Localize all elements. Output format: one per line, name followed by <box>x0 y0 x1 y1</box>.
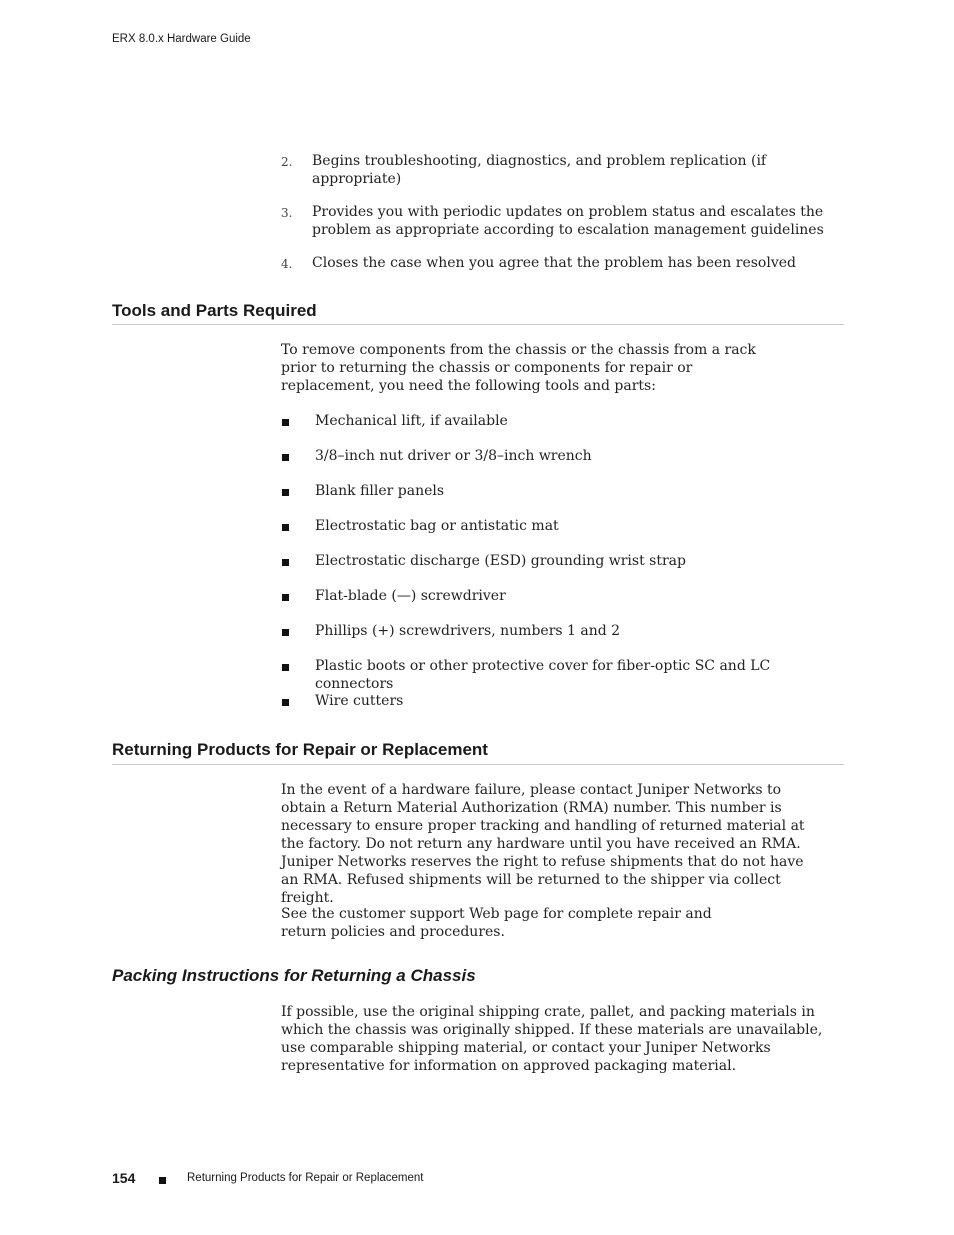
list-item <box>281 692 841 727</box>
bullet-icon <box>282 629 289 636</box>
list-text: Plastic boots or other protective cover for fiber-optic SC and LC connectors <box>315 658 771 692</box>
list-item <box>281 587 841 622</box>
list-item <box>281 152 841 188</box>
list-number: 3. <box>281 206 293 220</box>
list-item <box>281 552 841 587</box>
section-heading-tools: Tools and Parts Required <box>112 301 317 320</box>
list-text: Closes the case when you agree that the problem has been resolved <box>312 255 796 271</box>
tools-list <box>281 412 841 727</box>
list-text: Flat-blade (—) screwdriver <box>315 588 506 604</box>
subsection-heading-packing: Packing Instructions for Returning a Chassis <box>112 966 476 985</box>
list-text: Electrostatic bag or antistatic mat <box>315 518 559 534</box>
bullet-icon <box>282 454 289 461</box>
bullet-icon <box>159 1177 166 1184</box>
section-divider <box>112 324 844 325</box>
list-text: Provides you with periodic updates on problem status and escalates the problem as appropriate according to escalation management guidelines <box>312 204 824 238</box>
list-text: Electrostatic discharge (ESD) grounding wrist strap <box>315 553 686 569</box>
list-item <box>281 517 841 552</box>
page-number: 154 <box>112 1170 136 1186</box>
list-item <box>281 412 841 447</box>
list-text: Blank filler panels <box>315 483 445 499</box>
list-item <box>281 203 832 239</box>
list-number: 2. <box>281 155 293 169</box>
bullet-icon <box>282 524 289 531</box>
returning-paragraph: In the event of a hardware failure, please contact Juniper Networks to obtain a Return Material Authorization (RMA) number. This number is necessary to ensure proper tracking and handling of returned material at the factory. Do not return any hardware until you have received an RMA. Juniper Networks reserves the right to refuse shipments that do not have an RMA. Refused shipments will be returned to the shipper via collect freight. <box>281 782 805 906</box>
list-item <box>281 254 841 272</box>
section-divider <box>112 764 844 765</box>
packing-paragraph: If possible, use the original shipping crate, pallet, and packing materials in which the chassis was originally shipped. If these materials are unavailable, use comparable shipping material, or contact your Juniper Networks representative for information on approved packaging material. <box>281 1004 823 1074</box>
section-heading-returning: Returning Products for Repair or Replacement <box>112 740 488 759</box>
list-number: 4. <box>281 257 293 271</box>
list-item <box>281 657 841 692</box>
bullet-icon <box>282 419 289 426</box>
tools-intro: To remove components from the chassis or the chassis from a rack prior to returning the chassis or components for repair or replacement, you need the following tools and parts: <box>281 342 756 394</box>
numbered-list <box>281 152 841 287</box>
bullet-icon <box>282 699 289 706</box>
list-text: Begins troubleshooting, diagnostics, and problem replication (if appropriate) <box>312 153 767 187</box>
bullet-icon <box>282 664 289 671</box>
list-item <box>281 482 841 517</box>
list-item <box>281 447 841 482</box>
list-text: Phillips (+) screwdrivers, numbers 1 and 2 <box>315 623 621 639</box>
bullet-icon <box>282 489 289 496</box>
list-text: Wire cutters <box>315 693 404 709</box>
running-header: ERX 8.0.x Hardware Guide <box>112 33 251 45</box>
bullet-icon <box>282 594 289 601</box>
footer-section-title: Returning Products for Repair or Replacement <box>187 1172 424 1184</box>
bullet-icon <box>282 559 289 566</box>
list-item <box>281 622 841 657</box>
returning-paragraph-2: See the customer support Web page for complete repair and return policies and procedures. <box>281 906 712 940</box>
list-text: Mechanical lift, if available <box>315 413 508 429</box>
list-text: 3/8–inch nut driver or 3/8–inch wrench <box>315 448 592 464</box>
